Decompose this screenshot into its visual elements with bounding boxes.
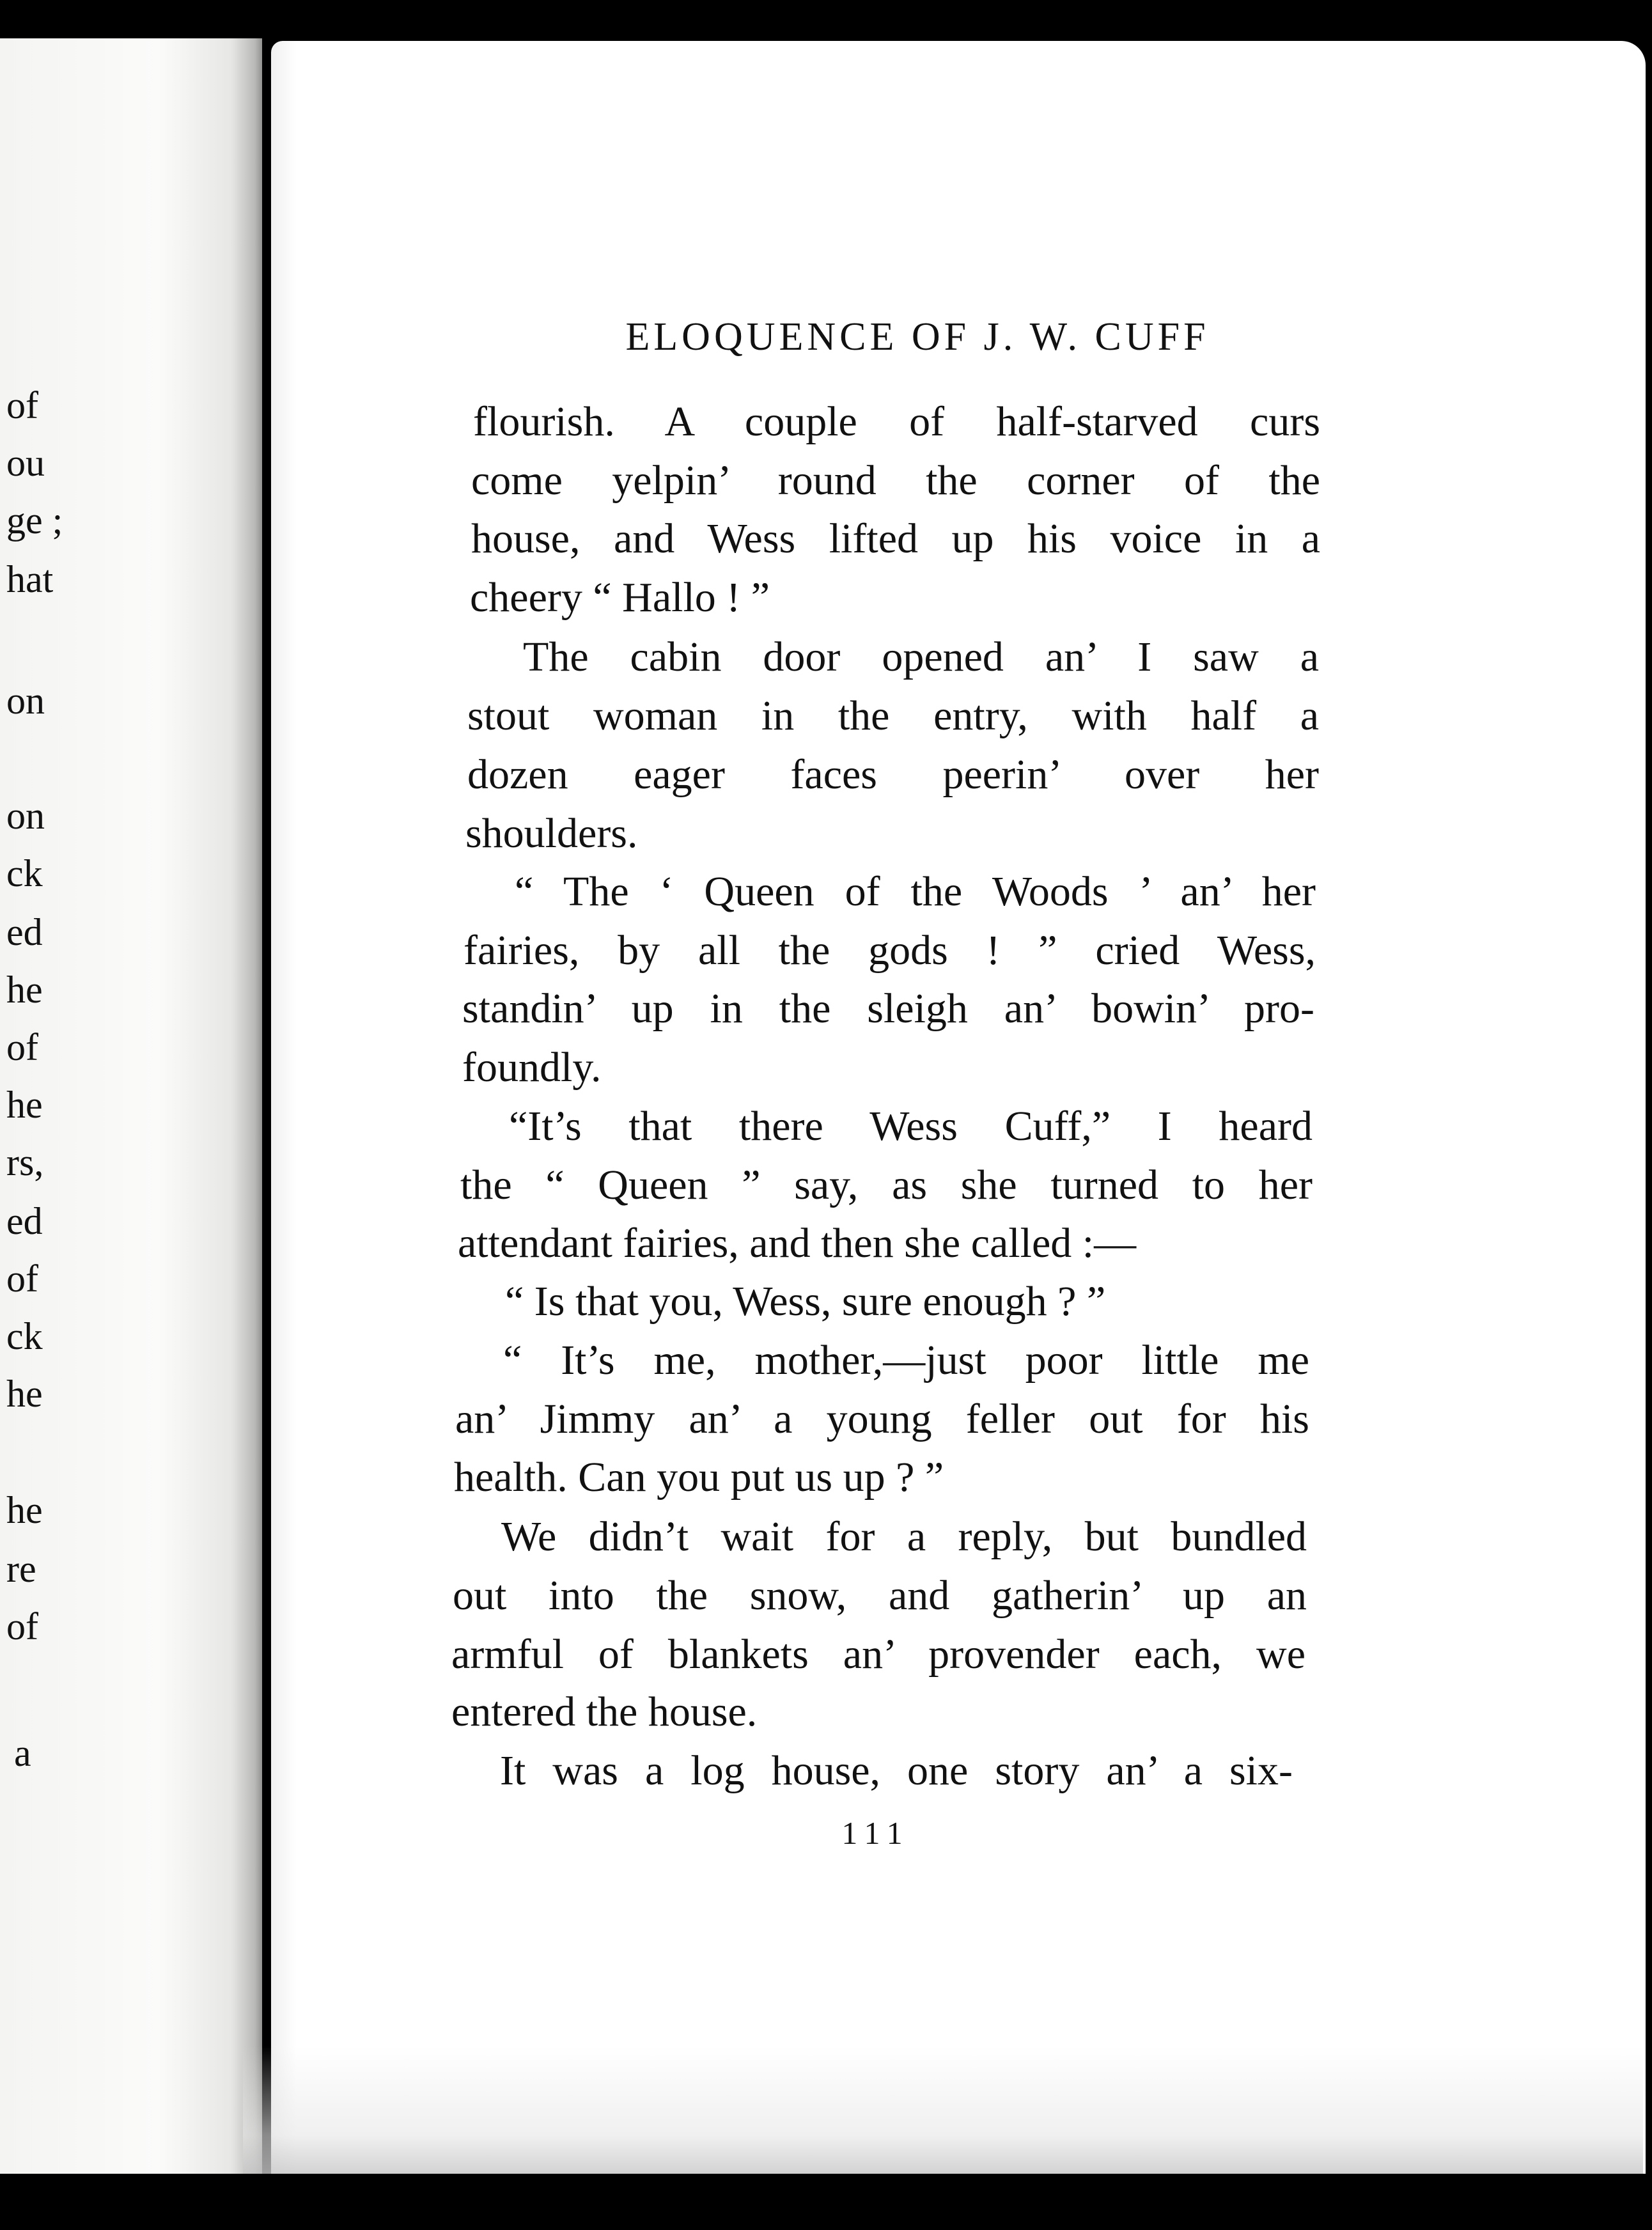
page-bottom-shading xyxy=(243,2046,1643,2174)
left-fragment: rs, xyxy=(6,1141,44,1183)
text-line: cheery “ Hallo ! ” xyxy=(470,574,770,621)
text-line: stout woman in the entry, with half a xyxy=(467,692,1319,739)
text-line: attendant fairies, and then she called :— xyxy=(458,1220,1137,1267)
left-fragment: he xyxy=(6,969,43,1011)
text-line: fairies, by all the gods ! ” cried Wess, xyxy=(464,927,1316,974)
text-line: house, and Wess lifted up his voice in a xyxy=(471,515,1320,562)
left-fragment: of xyxy=(6,1026,38,1068)
left-fragment: ck xyxy=(6,1315,43,1357)
text-line: “ Is that you, Wess, sure enough ? ” xyxy=(505,1278,1106,1325)
book-gutter xyxy=(262,38,271,2230)
text-line: entered the house. xyxy=(451,1688,758,1735)
left-page xyxy=(0,38,265,2230)
left-fragment: he xyxy=(6,1084,43,1126)
text-line: armful of blankets an’ provender each, we xyxy=(451,1631,1305,1678)
page-number: 111 xyxy=(841,1815,910,1851)
text-line: We didn’t wait for a reply, but bundled xyxy=(501,1513,1307,1560)
left-fragment: on xyxy=(6,680,45,722)
left-fragment: ck xyxy=(6,852,43,894)
left-fragment: of xyxy=(6,384,38,426)
text-line: come yelpin’ round the corner of the xyxy=(471,457,1320,504)
text-line: flourish. A couple of half-starved curs xyxy=(473,398,1320,445)
left-fragment: ou xyxy=(6,442,45,484)
scan-bottom-border xyxy=(0,2174,1652,2230)
left-fragment: hat xyxy=(6,558,54,600)
text-line: standin’ up in the sleigh an’ bowin’ pro- xyxy=(462,985,1314,1032)
text-line: “It’s that there Wess Cuff,” I heard xyxy=(509,1103,1313,1150)
right-page-edge-shadow xyxy=(271,41,297,2230)
left-fragment: a xyxy=(14,1732,31,1774)
text-line: the “ Queen ” say, as she turned to her xyxy=(460,1162,1313,1208)
left-fragment: ge ; xyxy=(6,499,63,542)
text-line: health. Can you put us up ? ” xyxy=(454,1454,944,1501)
left-fragment: on xyxy=(6,795,45,837)
left-fragment: of xyxy=(6,1258,38,1300)
text-line: It was a log house, one story an’ a six- xyxy=(500,1747,1293,1794)
text-line: an’ Jimmy an’ a young feller out for his xyxy=(455,1396,1309,1442)
text-line: shoulders. xyxy=(465,810,638,857)
left-fragment: ed xyxy=(6,911,43,953)
text-line: “ It’s me, mother,—just poor little me xyxy=(503,1337,1309,1384)
text-line: foundly. xyxy=(462,1044,602,1091)
left-fragment: re xyxy=(6,1548,36,1590)
text-line: The cabin door opened an’ I saw a xyxy=(523,634,1319,680)
left-fragment: of xyxy=(6,1605,38,1648)
running-head: ELOQUENCE OF J. W. CUFF xyxy=(625,315,1210,359)
left-fragment: he xyxy=(6,1489,43,1531)
text-line: dozen eager faces peerin’ over her xyxy=(467,751,1319,798)
left-fragment: he xyxy=(6,1373,43,1415)
left-fragment: ed xyxy=(6,1200,43,1242)
text-line: “ The ‘ Queen of the Woods ’ an’ her xyxy=(515,868,1316,915)
text-line: out into the snow, and gatherin’ up an xyxy=(453,1572,1307,1619)
